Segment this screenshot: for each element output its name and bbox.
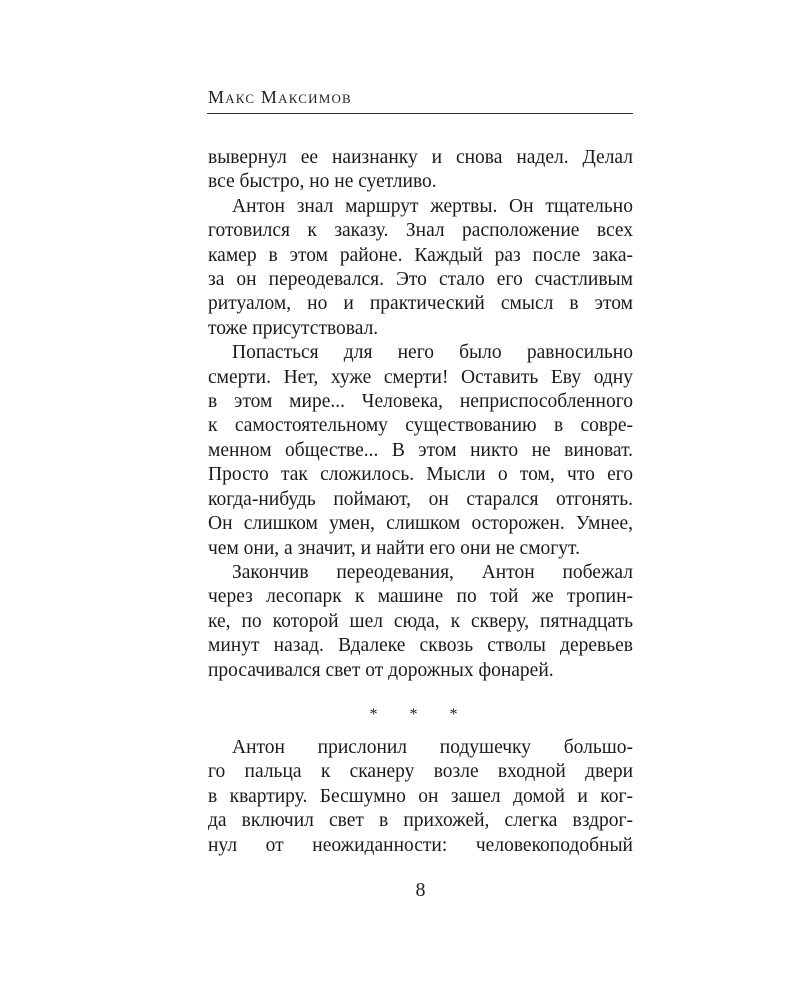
paragraph: [208, 341, 633, 561]
page-number: 8: [415, 879, 426, 901]
text-line: менном обществе... В этом никто не виноват.: [208, 439, 633, 461]
section-separator: * * *: [369, 706, 472, 723]
text-line: го пальца к сканеру возле входной двери: [208, 761, 633, 783]
text-line: через лесопарк к машине по той же тропин-: [208, 586, 633, 608]
text-line: готовился к заказу. Знал расположение всех: [208, 220, 633, 242]
running-head: Макс Максимов: [208, 87, 352, 107]
text-line: просачивался свет от дорожных фонарей.: [208, 659, 554, 681]
text-line: да включил свет в прихожей, слегка вздрог-: [208, 810, 633, 832]
paragraph: [208, 146, 633, 195]
text-line: чем они, а значит, и найти его они не смогут.: [208, 537, 580, 559]
text-line: Попасться для него было равносильно: [232, 342, 633, 364]
text-line: Антон знал маршрут жертвы. Он тщательно: [232, 195, 633, 217]
paragraph: [208, 195, 633, 341]
text-line: Закончив переодевания, Антон побежал: [232, 561, 633, 583]
text-line: к самостоятельному существованию в совре-: [208, 415, 633, 437]
paragraph: [208, 736, 633, 858]
text-line: минут назад. Вдалеке сквозь стволы деревьев: [208, 635, 633, 657]
text-line: вывернул ее наизнанку и снова надел. Делал: [208, 147, 633, 168]
text-line: когда-нибудь поймают, он старался отгонять.: [208, 488, 633, 510]
body-text-block: [208, 736, 633, 858]
text-line: камер в этом районе. Каждый раз после зака-: [208, 244, 633, 266]
header-rule: [207, 113, 633, 114]
body-text-block: [208, 146, 633, 683]
text-line: тоже присутствовал.: [208, 317, 379, 339]
text-line: все быстро, но не суетливо.: [208, 171, 437, 193]
text-line: Он слишком умен, слишком осторожен. Умнее,: [208, 513, 633, 535]
text-line: смерти. Нет, хуже смерти! Оставить Еву одну: [208, 366, 633, 388]
text-line: ритуалом, но и практический смысл в этом: [208, 293, 633, 315]
text-line: Антон прислонил подушечку большо-: [232, 737, 633, 758]
text-line: нул от неожиданности: человекоподобный: [208, 834, 633, 856]
text-line: за он переодевался. Это стало его счастливым: [208, 269, 633, 291]
paragraph: [208, 561, 633, 683]
text-line: в квартиру. Бесшумно он зашел домой и ког-: [208, 785, 633, 807]
text-line: ке, по которой шел сюда, к скверу, пятнадцать: [208, 610, 633, 632]
text-line: Просто так сложилось. Мысли о том, что его: [208, 464, 633, 486]
text-line: в этом мире... Человека, неприспособленного: [208, 391, 633, 413]
